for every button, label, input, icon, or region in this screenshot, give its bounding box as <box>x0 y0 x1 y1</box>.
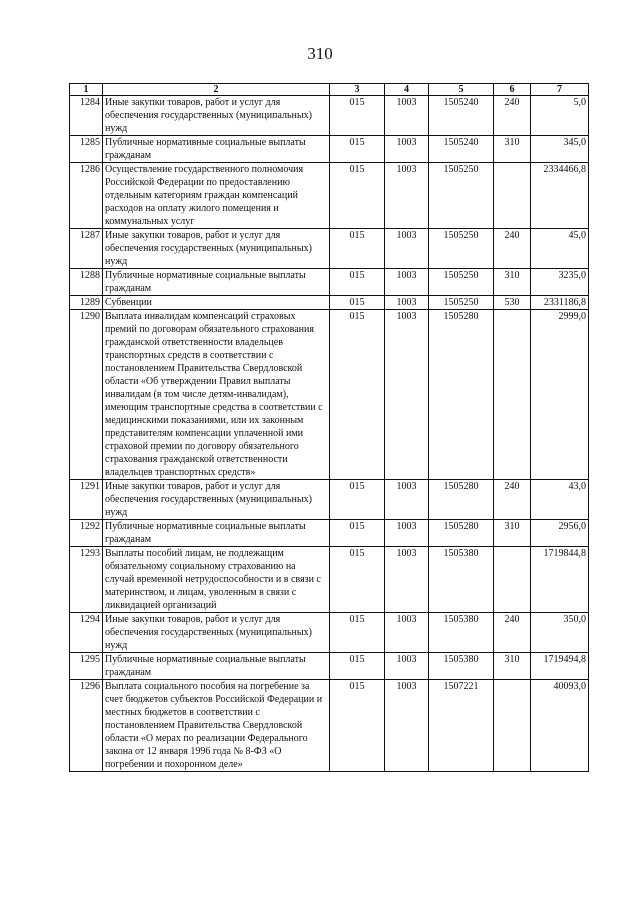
header-col-1: 1 <box>70 84 103 96</box>
row-code-3: 015 <box>330 96 385 136</box>
table-row <box>70 163 589 229</box>
row-amount: 2331186,8 <box>531 296 589 310</box>
row-code-3: 015 <box>330 269 385 296</box>
row-code-5: 1507221 <box>429 680 494 772</box>
header-col-2: 2 <box>103 84 330 96</box>
row-code-5: 1505380 <box>429 613 494 653</box>
row-amount: 45,0 <box>531 229 589 269</box>
row-code-5: 1505250 <box>429 163 494 229</box>
row-code-5: 1505380 <box>429 653 494 680</box>
row-code-4: 1003 <box>385 680 429 772</box>
row-code-6: 240 <box>494 96 531 136</box>
row-code-4: 1003 <box>385 296 429 310</box>
row-number: 1284 <box>70 96 103 136</box>
row-code-6 <box>494 163 531 229</box>
row-code-5: 1505250 <box>429 229 494 269</box>
page-number: 310 <box>307 44 333 63</box>
table-row <box>70 96 589 136</box>
row-code-3: 015 <box>330 520 385 547</box>
row-code-6: 310 <box>494 520 531 547</box>
header-col-3: 3 <box>330 84 385 96</box>
row-code-4: 1003 <box>385 96 429 136</box>
row-name: Выплата инвалидам компенсаций страховых премий по договорам обязательного страхования гражданской ответственности владельцев транспортных средств в соответствии с постановлением Правительства Свердловской области «Об утверждении Правил выплаты инвалидам (в том числе детям-инвалидам), имеющим транспортные средства в соответствии с медицинскими показаниями, или их законным представителям компенсации уплаченной ими страховой премии по договору обязательного страхования гражданской ответственности владельцев транспортных средств» <box>103 310 330 480</box>
table-row <box>70 680 589 772</box>
table-row <box>70 547 589 613</box>
row-code-5: 1505250 <box>429 296 494 310</box>
row-code-4: 1003 <box>385 480 429 520</box>
row-code-4: 1003 <box>385 310 429 480</box>
row-number: 1294 <box>70 613 103 653</box>
row-code-3: 015 <box>330 136 385 163</box>
row-code-3: 015 <box>330 296 385 310</box>
header-col-7: 7 <box>531 84 589 96</box>
row-code-5: 1505280 <box>429 520 494 547</box>
row-code-5: 1505240 <box>429 136 494 163</box>
row-name: Иные закупки товаров, работ и услуг для обеспечения государственных (муниципальных) нужд <box>103 229 330 269</box>
row-code-5: 1505280 <box>429 480 494 520</box>
table-row <box>70 613 589 653</box>
row-amount: 350,0 <box>531 613 589 653</box>
row-amount: 43,0 <box>531 480 589 520</box>
row-code-3: 015 <box>330 163 385 229</box>
row-amount: 2956,0 <box>531 520 589 547</box>
row-code-3: 015 <box>330 680 385 772</box>
row-code-5: 1505280 <box>429 310 494 480</box>
table-header-row <box>70 84 589 96</box>
row-name: Иные закупки товаров, работ и услуг для обеспечения государственных (муниципальных) нужд <box>103 480 330 520</box>
row-code-6: 530 <box>494 296 531 310</box>
row-amount: 5,0 <box>531 96 589 136</box>
row-number: 1287 <box>70 229 103 269</box>
row-code-4: 1003 <box>385 163 429 229</box>
row-code-5: 1505380 <box>429 547 494 613</box>
row-number: 1290 <box>70 310 103 480</box>
row-code-6 <box>494 310 531 480</box>
row-amount: 3235,0 <box>531 269 589 296</box>
header-col-4: 4 <box>385 84 429 96</box>
row-code-6 <box>494 547 531 613</box>
row-number: 1285 <box>70 136 103 163</box>
row-code-3: 015 <box>330 613 385 653</box>
row-number: 1292 <box>70 520 103 547</box>
budget-table <box>69 83 589 772</box>
row-name: Выплата социального пособия на погребение за счет бюджетов субъектов Российской Федерации и местных бюджетов в соответствии с постановлением Правительства Свердловской области «О мерах по реализации Федерального закона от 12 января 1996 года № 8-ФЗ «О погребении и похоронном деле» <box>103 680 330 772</box>
row-code-5: 1505240 <box>429 96 494 136</box>
row-code-6: 310 <box>494 136 531 163</box>
row-code-6: 310 <box>494 653 531 680</box>
row-name: Выплаты пособий лицам, не подлежащим обязательному социальному страхованию на случай временной нетрудоспособности и в связи с материнством, и лицам, уволенным в связи с ликвидацией организаций <box>103 547 330 613</box>
row-number: 1286 <box>70 163 103 229</box>
row-code-5: 1505250 <box>429 269 494 296</box>
row-number: 1295 <box>70 653 103 680</box>
table-row <box>70 269 589 296</box>
row-code-4: 1003 <box>385 229 429 269</box>
header-col-6: 6 <box>494 84 531 96</box>
row-code-6: 310 <box>494 269 531 296</box>
table-row <box>70 310 589 480</box>
row-code-3: 015 <box>330 547 385 613</box>
row-code-4: 1003 <box>385 136 429 163</box>
row-number: 1296 <box>70 680 103 772</box>
row-name: Иные закупки товаров, работ и услуг для обеспечения государственных (муниципальных) нужд <box>103 96 330 136</box>
row-code-3: 015 <box>330 310 385 480</box>
row-code-4: 1003 <box>385 269 429 296</box>
table-row <box>70 136 589 163</box>
row-code-6 <box>494 680 531 772</box>
row-name: Осуществление государственного полномочия Российской Федерации по предоставлению отдельным категориям граждан компенсаций расходов на оплату жилого помещения и коммунальных услуг <box>103 163 330 229</box>
row-number: 1289 <box>70 296 103 310</box>
row-code-4: 1003 <box>385 520 429 547</box>
row-amount: 40093,0 <box>531 680 589 772</box>
row-name: Публичные нормативные социальные выплаты гражданам <box>103 136 330 163</box>
row-name: Публичные нормативные социальные выплаты гражданам <box>103 653 330 680</box>
row-number: 1293 <box>70 547 103 613</box>
row-code-3: 015 <box>330 480 385 520</box>
row-code-4: 1003 <box>385 653 429 680</box>
row-code-6: 240 <box>494 613 531 653</box>
row-name: Публичные нормативные социальные выплаты гражданам <box>103 269 330 296</box>
table-row <box>70 653 589 680</box>
row-number: 1291 <box>70 480 103 520</box>
row-code-4: 1003 <box>385 613 429 653</box>
table-row <box>70 520 589 547</box>
row-code-3: 015 <box>330 653 385 680</box>
row-name: Иные закупки товаров, работ и услуг для обеспечения государственных (муниципальных) нужд <box>103 613 330 653</box>
row-code-3: 015 <box>330 229 385 269</box>
row-amount: 2999,0 <box>531 310 589 480</box>
row-amount: 345,0 <box>531 136 589 163</box>
row-code-6: 240 <box>494 229 531 269</box>
row-number: 1288 <box>70 269 103 296</box>
row-name: Субвенции <box>103 296 330 310</box>
row-amount: 1719494,8 <box>531 653 589 680</box>
row-amount: 1719844,8 <box>531 547 589 613</box>
header-col-5: 5 <box>429 84 494 96</box>
row-code-6: 240 <box>494 480 531 520</box>
table-row <box>70 480 589 520</box>
table-row <box>70 296 589 310</box>
row-amount: 2334466,8 <box>531 163 589 229</box>
table-row <box>70 229 589 269</box>
row-name: Публичные нормативные социальные выплаты гражданам <box>103 520 330 547</box>
row-code-4: 1003 <box>385 547 429 613</box>
